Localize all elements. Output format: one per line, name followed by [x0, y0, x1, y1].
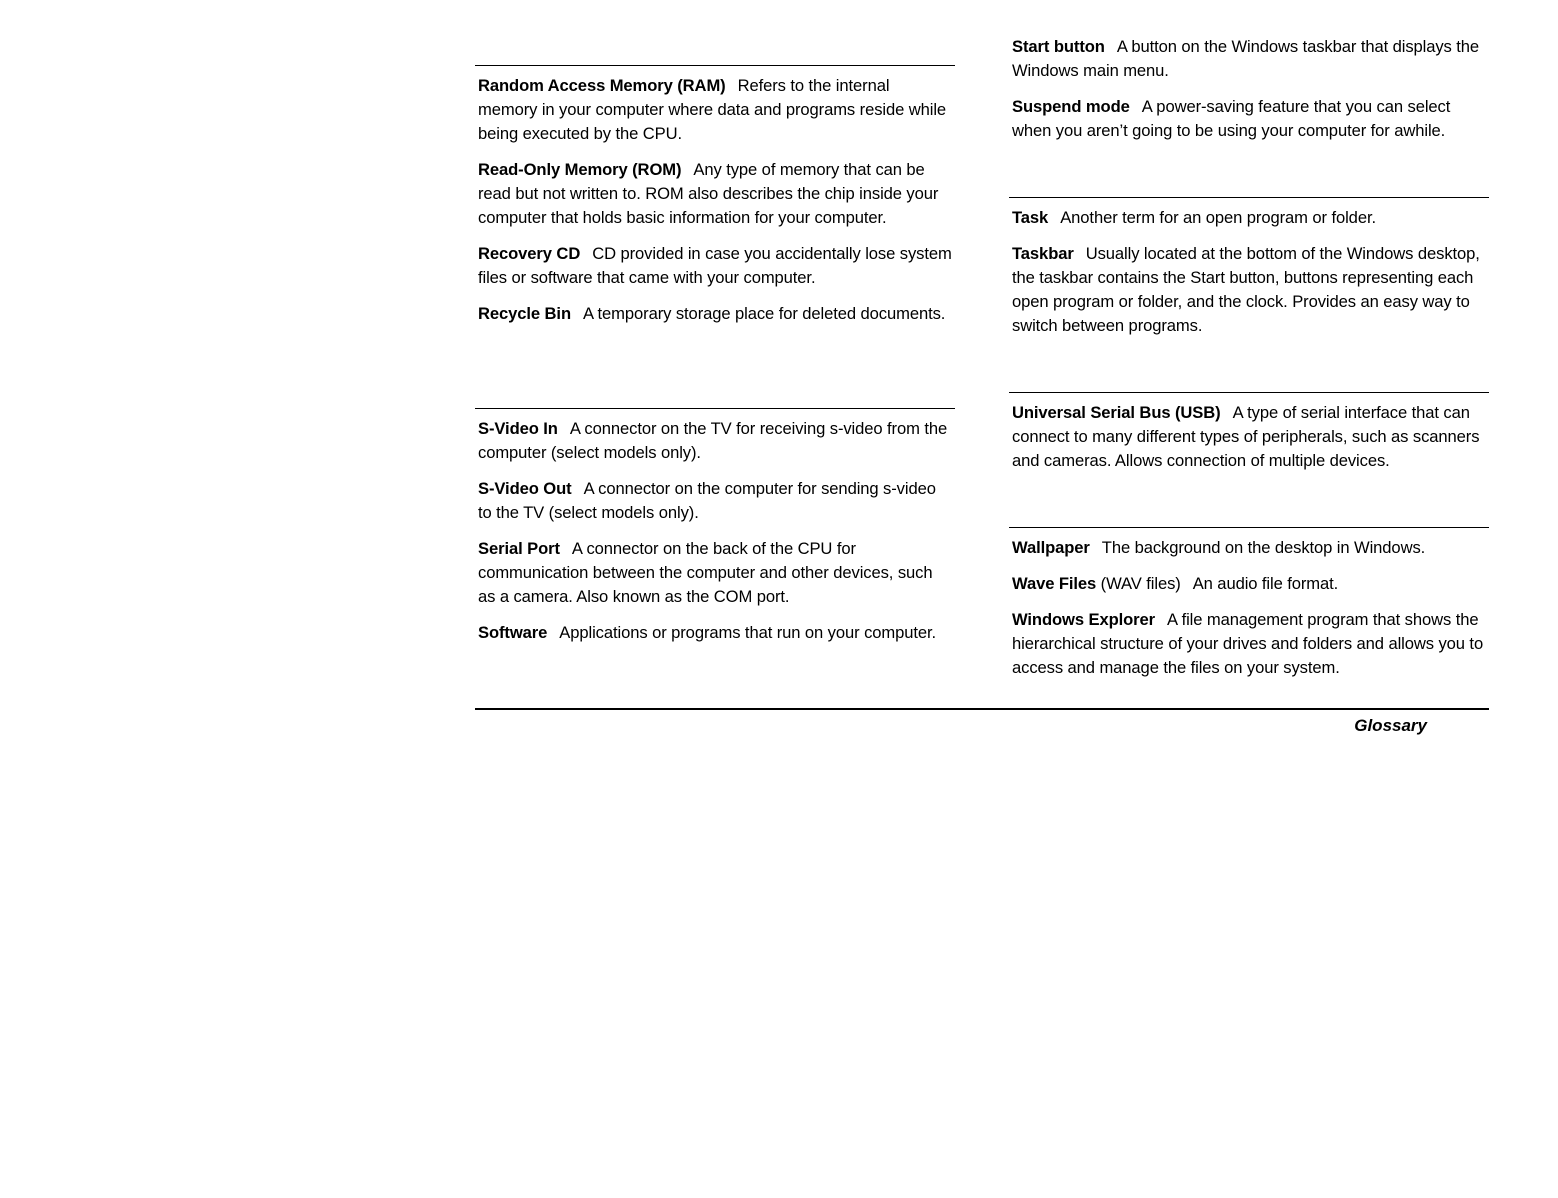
- glossary-definition: A temporary storage place for deleted documents.: [582, 304, 946, 323]
- glossary-entry-s-video-out: [478, 477, 952, 525]
- glossary-term: Windows Explorer: [1012, 610, 1156, 629]
- glossary-definition: A connector on the TV for receiving s-video from the computer (select models only).: [478, 419, 948, 462]
- glossary-term: S-Video In: [478, 419, 558, 438]
- glossary-term: Taskbar: [1012, 244, 1074, 263]
- glossary-definition: The background on the desktop in Windows.: [1101, 538, 1426, 557]
- glossary-section-s: [475, 408, 955, 657]
- glossary-term: Software: [478, 623, 548, 642]
- footer-divider: [475, 708, 1489, 710]
- glossary-definition: Another term for an open program or folder.: [1060, 208, 1376, 227]
- glossary-entry-taskbar: [1012, 242, 1486, 338]
- glossary-definition: Applications or programs that run on your computer.: [559, 623, 937, 642]
- glossary-entry-serial-port: [478, 537, 952, 609]
- glossary-entry-rom: [478, 158, 952, 230]
- glossary-entry-windows-explorer: [1012, 608, 1486, 680]
- glossary-definition: A connector on the back of the CPU for communication between the computer and other devices, such as a camera. Also known as the COM port.: [478, 539, 933, 606]
- glossary-term: Random Access Memory (RAM): [478, 76, 726, 95]
- glossary-term: S-Video Out: [478, 479, 572, 498]
- glossary-entry-start-button: [1012, 35, 1486, 83]
- glossary-entry-recycle-bin: [478, 302, 952, 326]
- glossary-entry-suspend-mode: [1012, 95, 1486, 143]
- glossary-entry-ram: [478, 74, 952, 146]
- glossary-entry-software: [478, 621, 952, 645]
- glossary-term: Start button: [1012, 37, 1105, 56]
- glossary-definition: Refers to the internal memory in your computer where data and programs reside while being executed by the CPU.: [478, 76, 947, 143]
- glossary-term: Recovery CD: [478, 244, 581, 263]
- glossary-entry-s-video-in: [478, 417, 952, 465]
- glossary-entry-wave-files: [1012, 572, 1486, 596]
- glossary-term: Read-Only Memory (ROM): [478, 160, 682, 179]
- glossary-section-u: [1009, 392, 1489, 485]
- glossary-entry-recovery-cd: [478, 242, 952, 290]
- glossary-definition: A button on the Windows taskbar that displays the Windows main menu.: [1012, 37, 1480, 80]
- page-footer-title: Glossary: [1354, 716, 1427, 735]
- glossary-entry-wallpaper: [1012, 536, 1486, 560]
- glossary-entry-task: [1012, 206, 1486, 230]
- glossary-entry-usb: [1012, 401, 1486, 473]
- glossary-term: Recycle Bin: [478, 304, 571, 323]
- glossary-definition: Usually located at the bottom of the Windows desktop, the taskbar contains the Start button, buttons representing each open program or folder, and the clock. Provides an easy way to switch between programs.: [1012, 244, 1480, 335]
- glossary-definition: CD provided in case you accidentally lose system files or software that came with your computer.: [478, 244, 952, 287]
- glossary-section-r: [475, 65, 955, 338]
- glossary-definition: A connector on the computer for sending s-video to the TV (select models only).: [478, 479, 936, 522]
- glossary-section-s-continued: [1009, 35, 1489, 155]
- glossary-term: Universal Serial Bus (USB): [1012, 403, 1221, 422]
- glossary-term: Wave Files: [1012, 574, 1097, 593]
- glossary-section-t: [1009, 197, 1489, 350]
- glossary-definition: Any type of memory that can be read but not written to. ROM also describes the chip inside your computer that holds basic information for your computer.: [478, 160, 939, 227]
- glossary-definition: A type of serial interface that can connect to many different types of peripherals, such as scanners and cameras. Allows connection of multiple devices.: [1012, 403, 1480, 470]
- glossary-term: Serial Port: [478, 539, 560, 558]
- glossary-term: Task: [1012, 208, 1049, 227]
- glossary-term: Suspend mode: [1012, 97, 1130, 116]
- glossary-section-w: [1009, 527, 1489, 692]
- glossary-definition: A power-saving feature that you can select when you aren’t going to be using your computer for awhile.: [1012, 97, 1451, 140]
- glossary-term-suffix: (WAV files): [1096, 574, 1181, 593]
- glossary-term: Wallpaper: [1012, 538, 1090, 557]
- glossary-definition: An audio file format.: [1192, 574, 1339, 593]
- glossary-definition: A file management program that shows the hierarchical structure of your drives and folders and allows you to access and manage the files on your system.: [1012, 610, 1484, 677]
